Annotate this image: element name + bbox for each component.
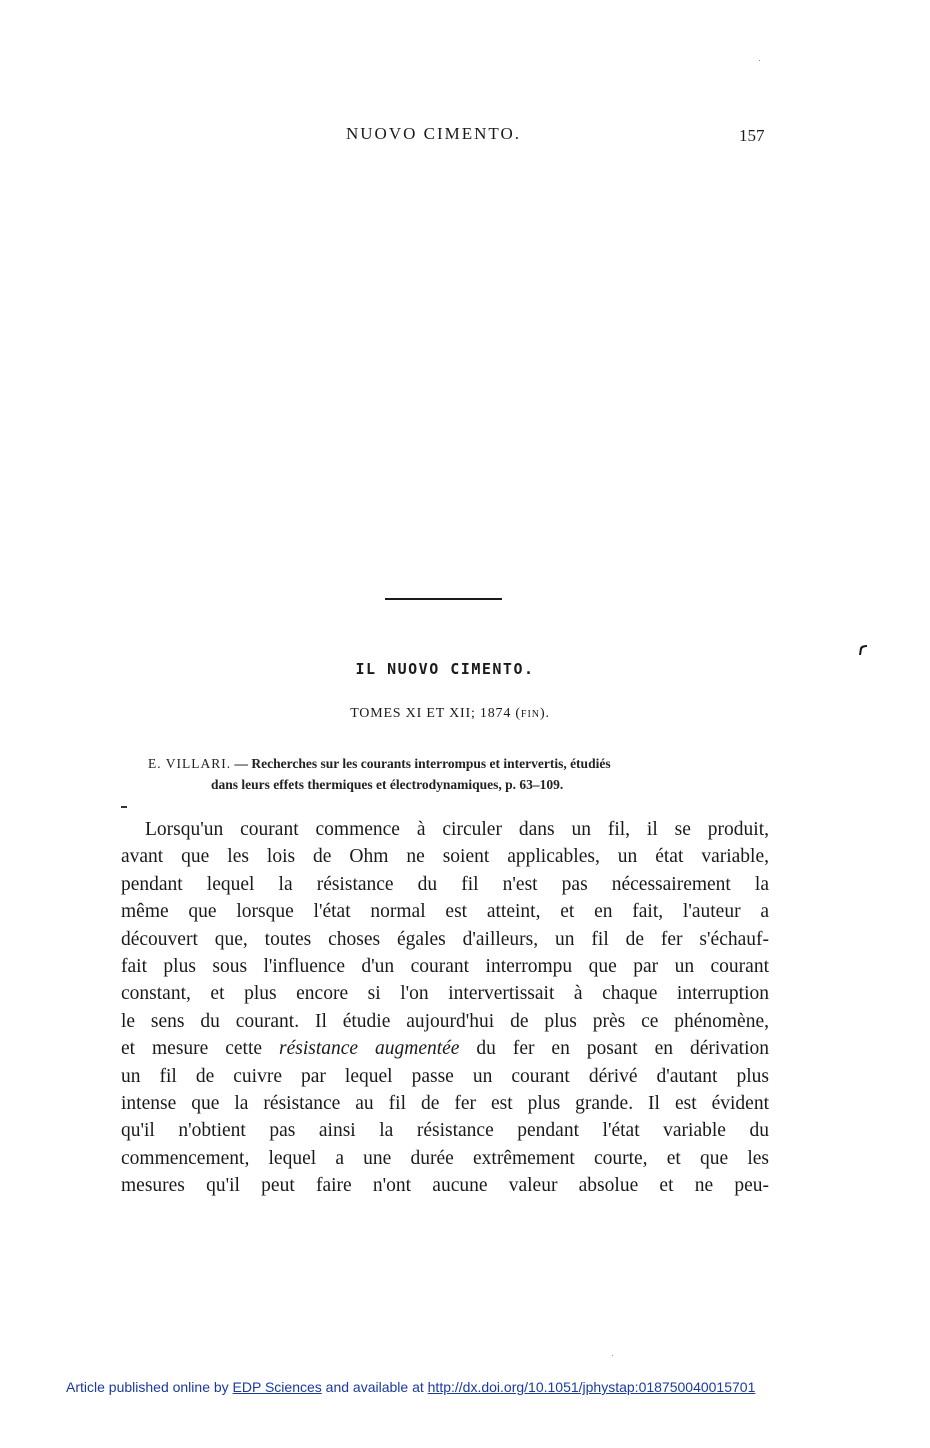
corner-mark-icon <box>858 644 868 656</box>
journal-title: IL NUOVO CIMENTO. <box>355 660 535 678</box>
section-rule <box>385 598 502 600</box>
body-line-10: un fil de cuivre par lequel passe un courant dérivé d'autant plus <box>121 1065 769 1087</box>
body-line-7: constant, et plus encore si l'on intervertissait à chaque interruption <box>121 983 769 1005</box>
body-line-9-pre: et mesure cette <box>121 1038 279 1060</box>
body-line-9 <box>121 1035 769 1062</box>
body-line-14: mesures qu'il peut faire n'ont aucune valeur absolue et ne peu- <box>121 1175 769 1197</box>
article-author: E. VILLARI. <box>148 756 232 771</box>
body-line-9-post: du fer en posant en dérivation <box>459 1038 769 1060</box>
scan-speck <box>612 1355 613 1356</box>
publisher-link[interactable]: EDP Sciences <box>232 1379 322 1395</box>
volume-fin: FIN <box>520 709 541 720</box>
volume-close: ). <box>540 706 550 721</box>
body-line-6: fait plus sous l'influence d'un courant interrompu que par un courant <box>121 956 769 978</box>
volume-main: TOMES XI ET XII; 1874 ( <box>350 706 521 721</box>
body-line-3: pendant lequel la résistance du fil n'est pas nécessairement la <box>121 873 769 895</box>
scan-speck <box>759 60 760 61</box>
body-line-2: avant que les lois de Ohm ne soient applicables, un état variable, <box>121 846 769 868</box>
body-line-8: le sens du courant. Il étudie aujourd'hui de plus près ce phénomène, <box>121 1010 769 1032</box>
margin-dash <box>121 806 127 808</box>
footer-credit <box>66 1379 755 1395</box>
body-line-9-emphasis: résistance augmentée <box>279 1038 460 1060</box>
page-number: 157 <box>739 126 765 145</box>
body-line-5: découvert que, toutes choses égales d'ailleurs, un fil de fer s'échauf- <box>121 928 769 950</box>
article-title-part-1: — Recherches sur les courants interrompus et intervertis, étudiés <box>231 756 611 771</box>
body-line-1: Lorsqu'un courant commence à circuler dans un fil, il se produit, <box>145 819 769 840</box>
footer-middle: and available at <box>321 1379 428 1395</box>
body-line-11: intense que la résistance au fil de fer est plus grande. Il est évident <box>121 1093 769 1115</box>
running-head: NUOVO CIMENTO. <box>346 124 522 143</box>
body-line-4: même que lorsque l'état normal est atteint, et en fait, l'auteur a <box>121 901 769 923</box>
volume-line <box>0 706 900 722</box>
footer-prefix: Article published online by <box>66 1379 233 1395</box>
article-ref-line-1 <box>148 753 748 774</box>
article-reference <box>148 753 748 795</box>
body-line-12: qu'il n'obtient pas ainsi la résistance pendant l'état variable du <box>121 1120 769 1142</box>
doi-link[interactable]: http://dx.doi.org/10.1051/jphystap:018750040015701 <box>427 1379 756 1395</box>
body-line-13: commencement, lequel a une durée extrêmement courte, et que les <box>121 1147 769 1169</box>
article-title-part-2: dans leurs effets thermiques et électrodynamiques, p. 63–109. <box>211 777 564 792</box>
body-paragraph <box>121 816 769 1200</box>
